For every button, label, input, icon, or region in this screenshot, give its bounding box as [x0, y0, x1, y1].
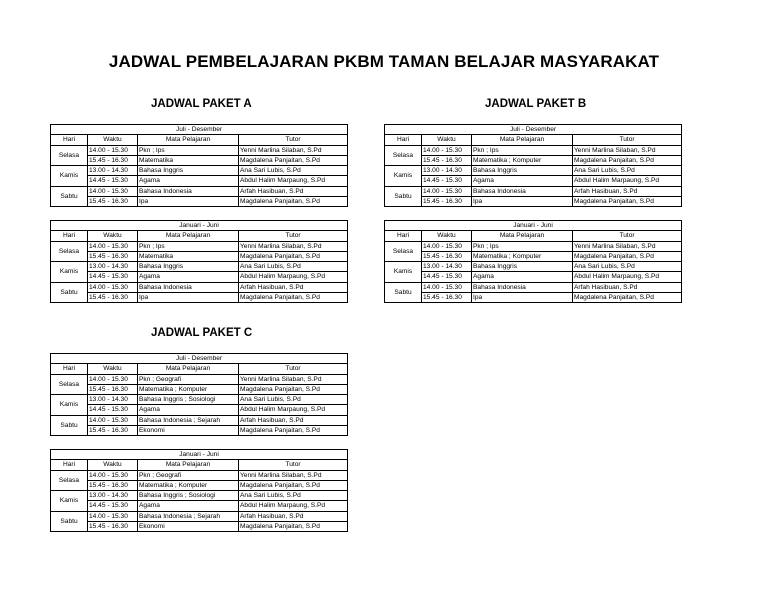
subject-cell: Matematika ; Komputer — [138, 384, 239, 394]
subject-cell: Bahasa Indonesia — [472, 186, 573, 196]
table-row — [51, 282, 348, 292]
table-row — [51, 395, 348, 405]
time-cell: 15.45 - 16.30 — [88, 155, 138, 165]
table-row — [51, 480, 348, 490]
table-row — [51, 415, 348, 425]
time-cell: 15.45 - 16.30 — [88, 197, 138, 207]
column-header: Hari — [385, 231, 422, 241]
time-cell: 15.45 - 16.30 — [88, 522, 138, 532]
table-row — [385, 272, 682, 282]
header-row — [385, 231, 682, 241]
tutor-cell: Arfah Hasibuan, S.Pd — [239, 415, 348, 425]
subject-cell: Matematika — [138, 155, 239, 165]
tutor-cell: Abdul Halim Marpaung, S.Pd — [239, 272, 348, 282]
subject-cell: Bahasa Indonesia — [138, 282, 239, 292]
tutor-cell: Magdalena Panjaitan, S.Pd — [239, 384, 348, 394]
tutor-cell: Abdul Halim Marpaung, S.Pd — [239, 501, 348, 511]
tutor-cell: Ana Sari Lubis, S.Pd — [239, 395, 348, 405]
column-header: Hari — [51, 460, 88, 470]
column-header: Waktu — [88, 364, 138, 374]
tutor-cell: Ana Sari Lubis, S.Pd — [573, 166, 682, 176]
subject-cell: Bahasa Inggris — [138, 262, 239, 272]
tutor-cell: Magdalena Panjaitan, S.Pd — [239, 522, 348, 532]
header-row — [51, 231, 348, 241]
package-c-heading: JADWAL PAKET C — [151, 327, 253, 339]
column-header: Tutor — [573, 135, 682, 145]
column-header: Tutor — [573, 231, 682, 241]
tutor-cell: Magdalena Panjaitan, S.Pd — [239, 293, 348, 303]
table-row — [51, 293, 348, 303]
tutor-cell: Yenni Marlina Silaban, S.Pd — [239, 145, 348, 155]
tutor-cell: Ana Sari Lubis, S.Pd — [573, 262, 682, 272]
package-b-heading: JADWAL PAKET B — [485, 98, 587, 110]
time-cell: 14.00 - 15.30 — [422, 145, 472, 155]
semester-period: Januari - Juni — [51, 450, 348, 460]
semester-period: Juli - Desember — [385, 125, 682, 135]
time-cell: 15.45 - 16.30 — [88, 426, 138, 436]
tutor-cell: Magdalena Panjaitan, S.Pd — [239, 480, 348, 490]
tutor-cell: Ana Sari Lubis, S.Pd — [239, 262, 348, 272]
tutor-cell: Abdul Halim Marpaung, S.Pd — [573, 176, 682, 186]
tutor-cell: Arfah Hasibuan, S.Pd — [239, 186, 348, 196]
tutor-cell: Ana Sari Lubis, S.Pd — [239, 491, 348, 501]
subject-cell: Matematika — [138, 251, 239, 261]
header-row — [51, 460, 348, 470]
column-header: Tutor — [239, 364, 348, 374]
subject-cell: Pkn ; Ips — [472, 241, 573, 251]
schedule-table-paket-b-jan-jun — [384, 220, 682, 303]
table-row — [51, 522, 348, 532]
tutor-cell: Magdalena Panjaitan, S.Pd — [239, 197, 348, 207]
table-row — [385, 145, 682, 155]
day-cell: Sabtu — [51, 511, 88, 532]
day-cell: Kamis — [51, 395, 88, 416]
time-cell: 14.00 - 15.30 — [88, 374, 138, 384]
table-row — [51, 470, 348, 480]
table-row — [51, 491, 348, 501]
table-row — [51, 251, 348, 261]
tutor-cell: Yenni Marlina Silaban, S.Pd — [239, 470, 348, 480]
tutor-cell: Abdul Halim Marpaung, S.Pd — [239, 405, 348, 415]
tutor-cell: Yenni Marlina Silaban, S.Pd — [573, 241, 682, 251]
time-cell: 14.00 - 15.30 — [88, 282, 138, 292]
time-cell: 13.00 - 14.30 — [88, 491, 138, 501]
table-row — [51, 186, 348, 196]
subject-cell: Ekonomi — [138, 426, 239, 436]
subject-cell: Bahasa Inggris ; Sosiologi — [138, 395, 239, 405]
subject-cell: Agama — [138, 405, 239, 415]
column-header: Hari — [385, 135, 422, 145]
table-row — [51, 166, 348, 176]
time-cell: 15.45 - 16.30 — [88, 384, 138, 394]
table-row — [51, 384, 348, 394]
subject-cell: Matematika ; Komputer — [472, 251, 573, 261]
subject-cell: Pkn ; Geografi — [138, 374, 239, 384]
time-cell: 15.45 - 16.30 — [88, 251, 138, 261]
subject-cell: Pkn ; Ips — [472, 145, 573, 155]
table-row — [51, 241, 348, 251]
schedule-table-paket-b-jul-dec — [384, 124, 682, 207]
table-row — [51, 511, 348, 521]
day-cell: Selasa — [51, 241, 88, 262]
subject-cell: Ekonomi — [138, 522, 239, 532]
table-row — [385, 262, 682, 272]
header-row — [51, 364, 348, 374]
tutor-cell: Yenni Marlina Silaban, S.Pd — [239, 374, 348, 384]
column-header: Waktu — [88, 231, 138, 241]
column-header: Waktu — [422, 231, 472, 241]
subject-cell: Matematika ; Komputer — [472, 155, 573, 165]
time-cell: 14.00 - 15.30 — [88, 511, 138, 521]
day-cell: Sabtu — [385, 186, 422, 207]
day-cell: Selasa — [51, 470, 88, 491]
header-row — [51, 135, 348, 145]
table-row — [385, 166, 682, 176]
semester-period: Januari - Juni — [51, 221, 348, 231]
day-cell: Selasa — [51, 145, 88, 166]
time-cell: 14.45 - 15.30 — [422, 272, 472, 282]
tutor-cell: Magdalena Panjaitan, S.Pd — [573, 155, 682, 165]
day-cell: Sabtu — [51, 282, 88, 303]
subject-cell: Agama — [472, 176, 573, 186]
time-cell: 15.45 - 16.30 — [422, 197, 472, 207]
column-header: Waktu — [88, 460, 138, 470]
subject-cell: Bahasa Indonesia ; Sejarah — [138, 511, 239, 521]
time-cell: 13.00 - 14.30 — [88, 395, 138, 405]
schedule-table-paket-a-jul-dec — [50, 124, 348, 207]
column-header: Mata Pelajaran — [472, 135, 573, 145]
semester-period: Juli - Desember — [51, 125, 348, 135]
day-cell: Sabtu — [51, 415, 88, 436]
tutor-cell: Ana Sari Lubis, S.Pd — [239, 166, 348, 176]
table-row — [51, 197, 348, 207]
table-row — [51, 176, 348, 186]
day-cell: Selasa — [385, 145, 422, 166]
column-header: Hari — [51, 364, 88, 374]
subject-cell: Agama — [472, 272, 573, 282]
time-cell: 14.00 - 15.30 — [88, 145, 138, 155]
subject-cell: Pkn ; Geografi — [138, 470, 239, 480]
tutor-cell: Yenni Marlina Silaban, S.Pd — [239, 241, 348, 251]
time-cell: 15.45 - 16.30 — [422, 293, 472, 303]
table-row — [385, 293, 682, 303]
table-row — [385, 251, 682, 261]
package-a-heading: JADWAL PAKET A — [151, 98, 252, 110]
subject-cell: Bahasa Indonesia — [472, 282, 573, 292]
time-cell: 15.45 - 16.30 — [422, 251, 472, 261]
tutor-cell: Magdalena Panjaitan, S.Pd — [239, 155, 348, 165]
day-cell: Selasa — [51, 374, 88, 395]
subject-cell: Agama — [138, 176, 239, 186]
subject-cell: Ipa — [472, 293, 573, 303]
table-row — [51, 145, 348, 155]
column-header: Mata Pelajaran — [472, 231, 573, 241]
subject-cell: Agama — [138, 501, 239, 511]
tutor-cell: Arfah Hasibuan, S.Pd — [573, 282, 682, 292]
subject-cell: Bahasa Inggris — [472, 262, 573, 272]
day-cell: Kamis — [51, 491, 88, 512]
column-header: Tutor — [239, 460, 348, 470]
time-cell: 14.00 - 15.30 — [88, 415, 138, 425]
time-cell: 15.45 - 16.30 — [88, 480, 138, 490]
time-cell: 14.45 - 15.30 — [88, 272, 138, 282]
tutor-cell: Magdalena Panjaitan, S.Pd — [239, 251, 348, 261]
time-cell: 14.00 - 15.30 — [88, 186, 138, 196]
schedule-table-paket-a-jan-jun — [50, 220, 348, 303]
table-row — [51, 374, 348, 384]
time-cell: 13.00 - 14.30 — [88, 166, 138, 176]
table-row — [51, 272, 348, 282]
time-cell: 14.00 - 15.30 — [422, 241, 472, 251]
subject-cell: Bahasa Indonesia ; Sejarah — [138, 415, 239, 425]
tutor-cell: Arfah Hasibuan, S.Pd — [573, 186, 682, 196]
time-cell: 15.45 - 16.30 — [422, 155, 472, 165]
tutor-cell: Magdalena Panjaitan, S.Pd — [239, 426, 348, 436]
tutor-cell: Magdalena Panjaitan, S.Pd — [573, 293, 682, 303]
semester-period: Juli - Desember — [51, 354, 348, 364]
subject-cell: Bahasa Indonesia — [138, 186, 239, 196]
table-row — [385, 197, 682, 207]
tutor-cell: Arfah Hasibuan, S.Pd — [239, 282, 348, 292]
tutor-cell: Abdul Halim Marpaung, S.Pd — [573, 272, 682, 282]
column-header: Mata Pelajaran — [138, 135, 239, 145]
subject-cell: Bahasa Inggris — [472, 166, 573, 176]
time-cell: 14.00 - 15.30 — [88, 241, 138, 251]
tutor-cell: Arfah Hasibuan, S.Pd — [239, 511, 348, 521]
day-cell: Selasa — [385, 241, 422, 262]
column-header: Hari — [51, 231, 88, 241]
header-row — [385, 135, 682, 145]
time-cell: 14.45 - 15.30 — [88, 176, 138, 186]
time-cell: 14.00 - 15.30 — [422, 186, 472, 196]
column-header: Hari — [51, 135, 88, 145]
time-cell: 14.45 - 15.30 — [88, 501, 138, 511]
tutor-cell: Yenni Marlina Silaban, S.Pd — [573, 145, 682, 155]
day-cell: Kamis — [51, 166, 88, 187]
column-header: Waktu — [88, 135, 138, 145]
day-cell: Kamis — [51, 262, 88, 283]
time-cell: 14.00 - 15.30 — [88, 470, 138, 480]
column-header: Mata Pelajaran — [138, 364, 239, 374]
subject-cell: Matematika ; Komputer — [138, 480, 239, 490]
column-header: Waktu — [422, 135, 472, 145]
schedule-table-paket-c-jul-dec — [50, 353, 348, 436]
time-cell: 13.00 - 14.30 — [88, 262, 138, 272]
time-cell: 14.45 - 15.30 — [88, 405, 138, 415]
day-cell: Kamis — [385, 262, 422, 283]
tutor-cell: Magdalena Panjaitan, S.Pd — [573, 251, 682, 261]
table-row — [385, 176, 682, 186]
subject-cell: Bahasa Inggris — [138, 166, 239, 176]
subject-cell: Ipa — [138, 197, 239, 207]
subject-cell: Pkn ; Ips — [138, 145, 239, 155]
column-header: Mata Pelajaran — [138, 460, 239, 470]
tutor-cell: Magdalena Panjaitan, S.Pd — [573, 197, 682, 207]
table-row — [51, 501, 348, 511]
time-cell: 13.00 - 14.30 — [422, 262, 472, 272]
table-row — [51, 405, 348, 415]
table-row — [51, 262, 348, 272]
column-header: Tutor — [239, 231, 348, 241]
table-row — [385, 155, 682, 165]
subject-cell: Bahasa Inggris ; Sosiologi — [138, 491, 239, 501]
table-row — [385, 241, 682, 251]
subject-cell: Agama — [138, 272, 239, 282]
subject-cell: Ipa — [472, 197, 573, 207]
table-row — [51, 426, 348, 436]
day-cell: Sabtu — [51, 186, 88, 207]
subject-cell: Ipa — [138, 293, 239, 303]
tutor-cell: Abdul Halim Marpaung, S.Pd — [239, 176, 348, 186]
time-cell: 14.00 - 15.30 — [422, 282, 472, 292]
time-cell: 14.45 - 15.30 — [422, 176, 472, 186]
table-row — [51, 155, 348, 165]
table-row — [385, 282, 682, 292]
page-title: JADWAL PEMBELAJARAN PKBM TAMAN BELAJAR MASYARAKAT — [108, 52, 660, 71]
day-cell: Kamis — [385, 166, 422, 187]
time-cell: 13.00 - 14.30 — [422, 166, 472, 176]
day-cell: Sabtu — [385, 282, 422, 303]
column-header: Mata Pelajaran — [138, 231, 239, 241]
schedule-table-paket-c-jan-jun — [50, 449, 348, 532]
subject-cell: Pkn ; Ips — [138, 241, 239, 251]
semester-period: Januari - Juni — [385, 221, 682, 231]
column-header: Tutor — [239, 135, 348, 145]
table-row — [385, 186, 682, 196]
time-cell: 15.45 - 16.30 — [88, 293, 138, 303]
